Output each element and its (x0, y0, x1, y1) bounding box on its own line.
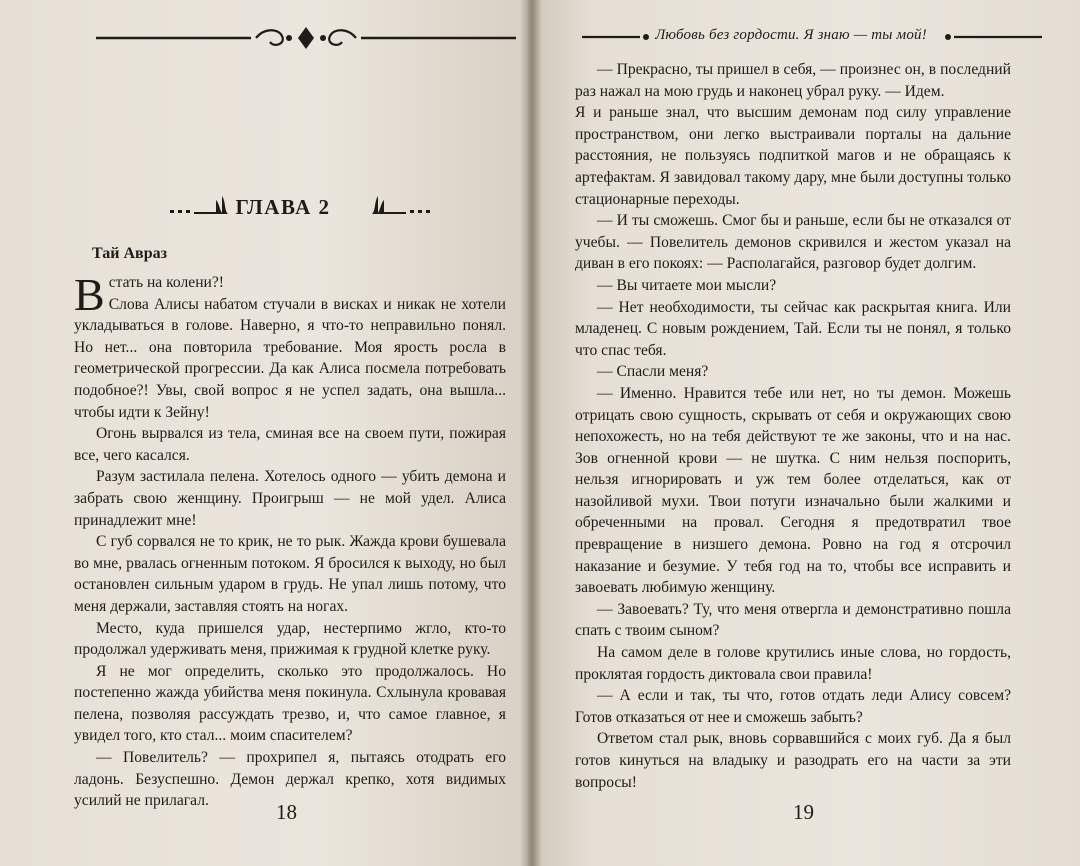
paragraph: Разум застилала пелена. Хотелось одного — убить демона и забрать свою женщину. Проигрыш — не мой удел. Алиса принадлежит мне! (74, 468, 506, 529)
paragraph: — И ты сможешь. Смог бы и раньше, если бы не отказался от учебы. — Повелитель демонов скривился и жестом указал на диван в его покоях: — Располагайся, разговор будет долгим. (575, 212, 1011, 273)
paragraph: Ответом стал рык, вновь сорвавшийся с моих губ. Да я был готов кинуться на владыку и разодрать его на части за эти вопросы! (575, 730, 1011, 791)
paragraph: — Именно. Нравится тебе или нет, но ты демон. Можешь отрицать свою сущность, скрывать от себя и окружающих свою непохожесть, но на тебя действуют те же законы, что и на нас. Зов огненной крови — не шутка. С ним нельзя поспорить, нельзя игнорировать и уж тем более отделаться, как от назойливой мухи. Твои потуги изначально были жалкими и обреченными на провал. Сегодня я предотвратил твое превращение в низшего демона. Ровно на год я отсрочил наказание и безумие. У тебя год на то, чтобы все исправить и завоевать любимую женщину. (575, 384, 1011, 597)
paragraph: — А если и так, ты что, готов отдать леди Алису совсем? Готов отказаться от нее и сможешь забыть? (575, 687, 1011, 726)
paragraph: — Нет необходимости, ты сейчас как раскрытая книга. Или младенец. С новым рождением, Тай. Если ты не понял, я только что спас тебя. (575, 298, 1011, 359)
paragraph: — Прекрасно, ты пришел в себя, — произнес он, в последний раз нажал на мою грудь и наконец убрал руку. — Идем. (575, 61, 1011, 100)
left-body-text (74, 269, 506, 812)
paragraph: Встать на колени?! (74, 269, 225, 320)
paragraph: Слова Алисы набатом стучали в висках и никак не хотели укладываться в голове. Наверно, я что-то неправильно понял. Но нет... она повторила требование. Моя ярость росла в геометрической прогрессии. Да как Алиса посмела потребовать подобное?! Увы, свой вопрос я не успел задать, она вышла... чтобы идти к Зейну! (74, 295, 506, 421)
paragraph: — Завоевать? Ту, что меня отвергла и демонстративно пошла спать с твоим сыном? (575, 600, 1011, 640)
chapter-title: ГЛАВА 2 (235, 195, 331, 219)
paragraph: С губ сорвался не то крик, не то рык. Жажда крови бушевала во мне, рвалась огненным потоком. Я бросился к выходу, но был остановлен сильным ударом в грудь. Не упал лишь потому, что меня держали, заставляя стоять на ногах. (74, 533, 506, 615)
page-number-left: 18 (276, 800, 297, 824)
paragraph: На самом деле в голове крутились иные слова, но гордость, проклятая гордость диктовала свои правила! (575, 644, 1011, 683)
chapter-author: Тай Авраз (92, 245, 168, 262)
paragraph: Огонь вырвался из тела, сминая все на своем пути, пожирая все, чего касался. (74, 425, 506, 464)
running-title: Любовь без гордости. Я знаю — ты мой! (655, 27, 927, 43)
drop-cap: В (74, 269, 105, 320)
paragraph: Я и раньше знал, что высшим демонам под силу управление пространством, они легко выстраивали порталы на дальние расстояния, не пользуясь подпиткой магов и не обращаясь к артефактам. Я завидовал такому дару, мне были доступны только стационарные переходы. (575, 104, 1011, 208)
paragraph: — Спасли меня? (597, 363, 709, 381)
paragraph: Место, куда пришелся удар, нестерпимо жгло, кто-то продолжал удерживать меня, прижимая к грудной клетке руку. (74, 619, 506, 659)
paragraph: — Повелитель? — прохрипел я, пытаясь отодрать его ладонь. Безуспешно. Демон держал крепко, хотя видимых усилий не прилагал. (74, 749, 506, 810)
page-number-right: 19 (793, 800, 814, 824)
right-body-text (575, 59, 1011, 793)
header-ornament-left (96, 24, 516, 54)
paragraph: — Вы читаете мои мысли? (597, 276, 777, 294)
paragraph: Я не мог определить, сколько это продолжалось. Но постепенно жажда убийства меня покинула. Схлынула кровавая пелена, позволяя рассуждать трезво, и, что самое главное, я увидел того, кто стал... моим спасителем? (74, 662, 506, 745)
